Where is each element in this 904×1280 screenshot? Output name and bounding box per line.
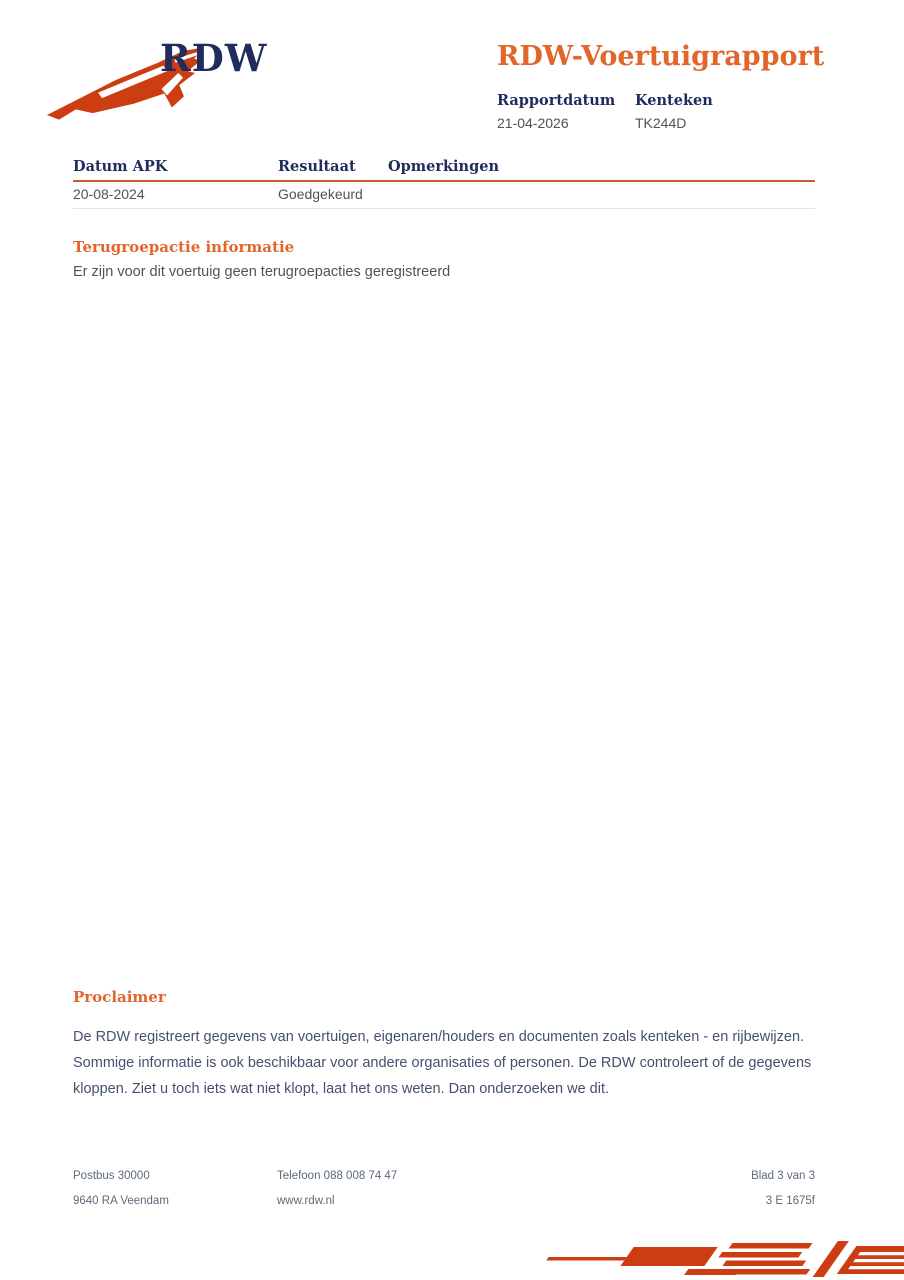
- apk-cell-opmerkingen: [388, 186, 815, 202]
- table-row: [73, 182, 815, 209]
- recall-heading: Terugroepactie informatie: [73, 238, 295, 256]
- footer-page-number: Blad 3 van 3: [751, 1170, 815, 1182]
- proclaimer-body-text: De RDW registreert gegevens van voertuigen, eigenaren/houders en documenten zoals kenteken - en rijbewijzen. Sommige informatie is ook beschikbaar voor andere organisaties of personen. De RDW controleert of de gegevens kloppen. Ziet u toch iets wat niet klopt, laat het ons weten. Dan onderzoeken we dit.: [73, 1029, 812, 1097]
- page-title: RDW-Voertuigrapport: [497, 41, 825, 72]
- license-plate-label: Kenteken: [635, 91, 713, 109]
- proclaimer-heading: Proclaimer: [73, 988, 166, 1006]
- apk-table: [73, 158, 815, 209]
- report-header: [497, 42, 827, 131]
- recall-section: [73, 238, 815, 280]
- footer-phone: Telefoon 088 008 74 47: [277, 1170, 398, 1182]
- page-footer: [73, 1170, 815, 1207]
- report-date-value: 21-04-2026: [497, 114, 569, 131]
- rdw-wordmark: RDW: [160, 36, 268, 80]
- proclaimer-section: [73, 988, 815, 1102]
- recall-body-text: Er zijn voor dit voertuig geen terugroepacties geregistreerd: [73, 264, 451, 280]
- footer-address-line2: 9640 RA Veendam: [73, 1195, 169, 1207]
- apk-cell-resultaat: Goedgekeurd: [278, 186, 363, 202]
- apk-table-header: [73, 158, 815, 182]
- footer-website: www.rdw.nl: [277, 1195, 335, 1207]
- speed-stripes-graphic: [504, 1238, 904, 1280]
- apk-column-datum: Datum APK: [73, 158, 168, 175]
- report-date-label: Rapportdatum: [497, 91, 616, 109]
- apk-column-resultaat: Resultaat: [278, 158, 356, 175]
- apk-cell-datum: 20-08-2024: [73, 186, 145, 202]
- license-plate-value: TK244D: [635, 114, 687, 131]
- apk-column-opmerkingen: Opmerkingen: [388, 158, 499, 175]
- footer-doc-code: 3 E 1675f: [765, 1195, 815, 1207]
- footer-address-line1: Postbus 30000: [73, 1170, 150, 1182]
